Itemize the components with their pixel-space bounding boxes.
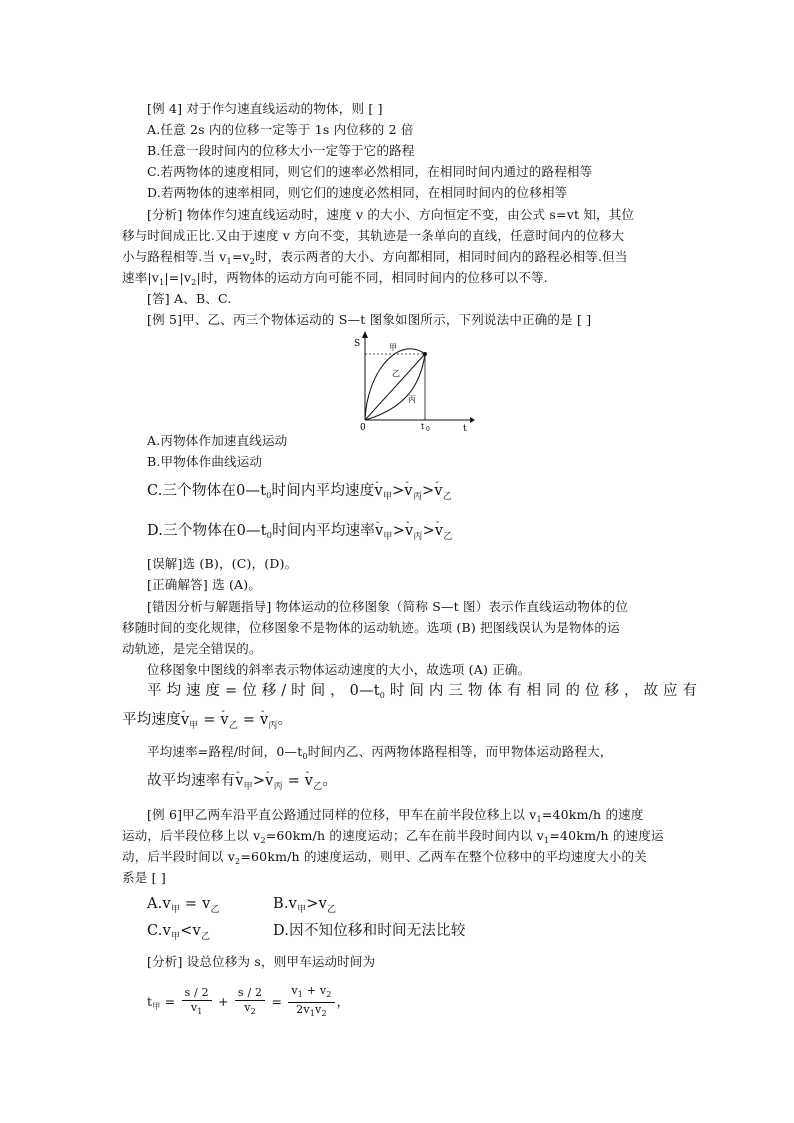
example-4-analysis-line-3: 小与路程相等.当 $v_1=v_2$时，表示两者的大小、方向都相同，相同时间内的路程必相等.但当 (122, 249, 628, 266)
example-5-option-d: D.三个物体在$0—t_0$时间内平均速率- $v_甲>-$ $v_丙>-$ $v_乙$ (147, 522, 453, 546)
average-rate-equation: 故平均速率有- $v_甲>-$ $v_丙$ = - $v_乙$。 (147, 772, 337, 796)
t0-label: t (421, 422, 425, 431)
example-5-option-b: B.甲物体作曲线运动 (147, 454, 263, 469)
example-5-reason-line-1: [错因分析与解题指导] 物体运动的位移图象（简称 S—t 图）表示作直线运动物体的位 (147, 599, 629, 614)
example-5-wrong-answer: [误解]选 (B)，(C)，(D)。 (147, 556, 298, 571)
example-6-line-4: 系是 [ ] (122, 870, 166, 885)
t-axis-label: t (463, 424, 467, 432)
bing-label: 丙 (408, 395, 416, 404)
fraction-3: $\frac{v_1 + v_2}{2v_1v_2}$ (288, 984, 334, 1021)
fraction-2: $\frac{s / 2}{v_2}$ (235, 986, 265, 1019)
example-6-option-b: $B.v_甲>v_乙$ (273, 896, 337, 915)
example-4-analysis-line-1: [分析] 物体作匀速直线运动时，速度 v 的大小、方向恒定不变，由公式 s=vt 知，其位 (147, 207, 635, 222)
s-axis-arrow (362, 331, 368, 338)
example-5-slope-note: 位移图象中图线的斜率表示物体运动速度的大小，故选项 (A) 正确。 (147, 662, 531, 677)
example-4-option-a: A.任意 2s 内的位移一定等于 1s 内位移的 2 倍 (147, 122, 414, 137)
example-6-line-3: 动，后半段时间以 $v_2=60km/h$ 的速度运动，则甲、乙两车在整个位移中的平均速度大小的关 (122, 849, 647, 866)
curve-jia (365, 349, 425, 420)
line-yi (365, 354, 425, 420)
example-4-option-b: B.任意一段时间内的位移大小一定等于它的路程 (147, 143, 415, 158)
s-t-graph (345, 330, 475, 432)
example-4-analysis-line-2: 移与时间成正比.又由于速度 v 方向不变，其轨迹是一条单向的直线，任意时间内的位移大 (122, 228, 625, 243)
example-5-option-c: C.三个物体在$0—t_0$时间内平均速度- $v_甲>-$ $v_丙>-$ $v_乙$ (147, 482, 452, 506)
example-6-option-d: D.因不知位移和时间无法比较 (273, 923, 466, 939)
yi-label: 乙 (392, 369, 400, 378)
example-5-option-a: A.丙物体作加速直线运动 (147, 433, 288, 448)
average-rate-statement: 平均速率=路程/时间，$0—t_0$时间内乙、丙两物体路程相等，而甲物体运动路程大， (147, 744, 613, 761)
example-6-line-2: 运动，后半段位移上以 $v_2=60km/h$ 的速度运动；乙车在前半段时间内以 $v_1=40km/h$ 的速度运 (122, 828, 664, 845)
example-6-line-1: [例 6]甲乙两车沿平直公路通过同样的位移，甲车在前半段位移上以 $v_1=40km/h$ 的速度 (147, 807, 644, 824)
t-axis-arrow (470, 417, 475, 423)
example-6-analysis: [分析] 设总位移为 s，则甲车运动时间为 (147, 954, 376, 969)
example-4-analysis-line-4: 速率$|v_1|=|v_2|$时，两物体的运动方向可能不同，相同时间内的位移可以不等. (122, 270, 548, 287)
example-5-reason-line-2: 移随时间的变化规律，位移图象不是物体的运动轨迹。选项 (B) 把图线误认为是物体的运 (122, 620, 620, 635)
example-6-option-a: $A.v_甲 = v_乙$ (147, 896, 220, 915)
average-velocity-equation: 平均速度- $v_甲$ = - $v_乙$ = - $v_丙$。 (122, 711, 292, 735)
s-axis-label: S (354, 339, 361, 349)
t0-subscript: 0 (426, 426, 430, 432)
example-4-answer: [答] A、B、C. (147, 291, 232, 306)
endpoint-dot (423, 352, 427, 356)
example-5-title: [例 5]甲、乙、丙三个物体运动的 S—t 图象如图所示，下列说法中正确的是 [ ] (147, 312, 592, 327)
example-4-title: [例 4] 对于作匀速直线运动的物体，则 [ ] (147, 101, 383, 116)
jia-time-formula: $t_甲$ = $\frac{s / 2}{v_1}$ + $\frac{s / 2}{v_2}$ = $\frac{v_1 + v_2}{2v_1v_2}$ ， (147, 984, 349, 1022)
example-4-option-d: D.若两物体的速率相同，则它们的速度必然相同，在相同时间内的位移相等 (147, 185, 568, 200)
example-5-correct-answer: [正确解答] 选 (A)。 (147, 577, 262, 592)
jia-label: 甲 (389, 343, 397, 352)
average-velocity-statement: 平 均 速 度 = 位 移 / 时 间 ， $0—t_0$ 时 间 内 三 物 体 有 相 同 的 位 移 ， 故 应 有 (147, 683, 698, 700)
example-5-reason-line-3: 动轨迹，是完全错误的。 (122, 641, 262, 656)
example-6-option-c: $C.v_甲<v_乙$ (147, 923, 211, 942)
origin-label: 0 (360, 423, 366, 432)
example-4-option-c: C.若两物体的速度相同，则它们的速率必然相同，在相同时间内通过的路程相等 (147, 164, 593, 179)
fraction-1: $\frac{s / 2}{v_1}$ (182, 986, 212, 1019)
